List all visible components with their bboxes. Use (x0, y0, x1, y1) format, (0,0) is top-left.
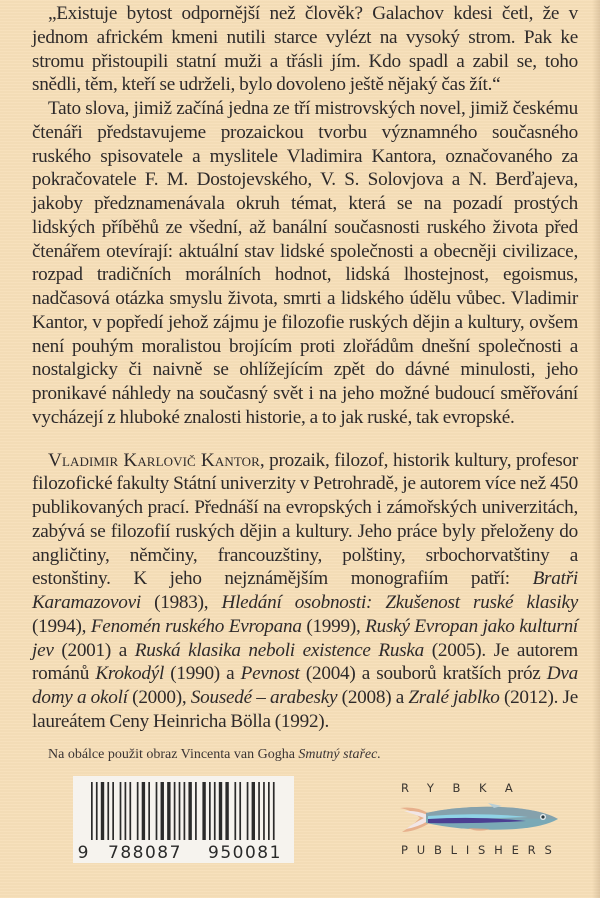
barcode-bar (195, 782, 197, 840)
barcode-bar (184, 782, 186, 840)
work-title: Krokodýl (95, 663, 165, 685)
author-name: Vladimir Karlovič Kantor (48, 449, 260, 471)
barcode-bar (219, 782, 222, 840)
barcode-digits-left: 788087 (97, 843, 193, 863)
barcode-bar (202, 782, 205, 840)
work-title: Sousedé – arabesky (190, 687, 338, 708)
work-details: (2004) a souborů kratších próz (299, 663, 547, 685)
work-details: (2008) a (337, 687, 409, 708)
isbn-barcode (73, 776, 294, 863)
barcode-bar (225, 782, 228, 840)
barcode-bar (268, 782, 270, 840)
barcode-bar (137, 782, 139, 840)
publisher-logo (388, 776, 588, 866)
intro-paragraph: Tato slova, jimiž začíná jedna ze tří mistrovských novel, jimiž českému čtenáři představujeme prozaickou tvorbu významného současného ruského spisovatele a myslitele Vladimira Kantora, označovaného za pokračovatele F. M. Dostojevského, V. S. Solovjova a N. Berďajeva, jakoby předznamenávala okruh témat, která se na pozadí prostých lidských příběhů ze všední, až banální současnosti ruského života před čtenářem otevírají: aktuální stav lidské společnosti a obecněji civilizace, rozpad tradičních morálních hodnot, lidská lhostejnost, egoismus, nadčasová otázka smyslu života, smrti a lidského údělu vůbec. Vladimir Kantor, v popředí jehož zájmu je filozofie ruských dějin a kultury, ovšem není pouhým moralistou brojícím proti zlořádům dnešní společnosti a nostalgicky či naivně se ohlížejícím zpět do dávné minulosti, jeho pronikavé náhledy na současný svět i na jeho možné budoucí směřování vycházejí z hluboké znalosti historie, a to jak ruské, tak evropské. (32, 98, 578, 428)
work-details: (1983), (140, 592, 222, 613)
barcode-bar (112, 782, 114, 840)
author-bio (32, 449, 578, 734)
work-details: (1999), (301, 615, 366, 637)
barcode-bar (167, 782, 170, 840)
painting-title: Smutný stařec. (298, 746, 381, 762)
publisher-name: RYBKA (401, 780, 532, 795)
work-details: (2012). Je laureátem Ceny Heinricha Bölla (1992). (32, 687, 579, 732)
barcode-bar (120, 782, 122, 840)
barcode-bar (239, 782, 241, 840)
work-details: (2005). Je autorem románů (32, 639, 578, 685)
barcode-bar (129, 782, 131, 840)
credit-text: Na obálce použit obraz Vincenta van Gogha (48, 746, 299, 762)
barcode-bar (263, 782, 265, 840)
cover-credit (48, 746, 578, 764)
opening-quote: „Existuje bytost odpornější než člověk? Galachov kdesi četl, že v jednom africkém kmeni nutili starce vylézt na vysoký strom. Pak ke stromu přistoupili statní muži a třásli jím. Kdo spadl a zabil se, toho snědli, těm, kteří se udrželi, bylo dovoleno ještě nějaký čas žít.“ (32, 3, 578, 96)
paragraph-gap (32, 430, 578, 449)
barcode-bar (247, 782, 249, 840)
barcode-bar (209, 782, 211, 840)
bio-text: , prozaik, filozof, historik kultury, profesor filozofické fakulty Státní univerzity v Petrohradě, je autorem více než 450 publikovaných prací. Přednáší na evropských i zámořských univerzitách, zabývá se filozofií ruských dějin a kultury. Jeho práce byly přeloženy do angličtiny, němčiny, francouzštiny, polštiny, srbochorvatštiny a estonštiny. K jeho nejznámějším monografiím patří: (32, 449, 578, 590)
work-title: Ruský Evropan jako kulturní jev (32, 615, 578, 661)
barcode-bar (96, 782, 98, 840)
barcode-digit-prefix: 9 (73, 843, 93, 863)
barcode-bar (101, 782, 104, 840)
bottom-row (32, 776, 578, 874)
barcode-bar (174, 782, 176, 840)
back-cover-text (32, 2, 578, 734)
fish-icon (398, 802, 563, 836)
barcode-bar (142, 782, 145, 840)
work-details: (2001) a (53, 639, 135, 661)
work-details: (1990) a (164, 663, 241, 685)
work-title: Bratři Karamazovovi (32, 568, 578, 613)
publisher-subtitle: PUBLISHERS (401, 842, 561, 857)
barcode-bar (125, 782, 127, 840)
work-title: Fenomén ruského Evropana (90, 615, 302, 637)
barcode-bars (73, 776, 294, 842)
work-title: Dva domy a okolí (32, 663, 579, 708)
work-details: (1994), (32, 615, 91, 637)
barcode-bar (273, 782, 275, 840)
work-title: Ruská klasika neboli existence Ruska (134, 639, 425, 661)
works-list (32, 568, 578, 732)
barcode-bar (91, 782, 93, 840)
barcode-bar (107, 782, 109, 840)
barcode-bar (161, 782, 164, 840)
barcode-bar (156, 782, 158, 840)
barcode-bar (252, 782, 255, 840)
barcode-bar (179, 782, 181, 840)
barcode-bar (188, 782, 191, 840)
barcode-bar (258, 782, 260, 840)
work-details: (2000), (127, 687, 191, 708)
barcode-bar (214, 782, 216, 840)
barcode-digits (73, 842, 294, 863)
barcode-digits-right: 950081 (197, 843, 293, 863)
work-title: Pevnost (240, 663, 300, 685)
work-title: Zralé jablko (408, 687, 500, 708)
barcode-bar (148, 782, 150, 840)
barcode-bar (234, 782, 236, 840)
work-title: Hledání osobnosti: Zkušenost ruské klasiky (221, 592, 578, 613)
